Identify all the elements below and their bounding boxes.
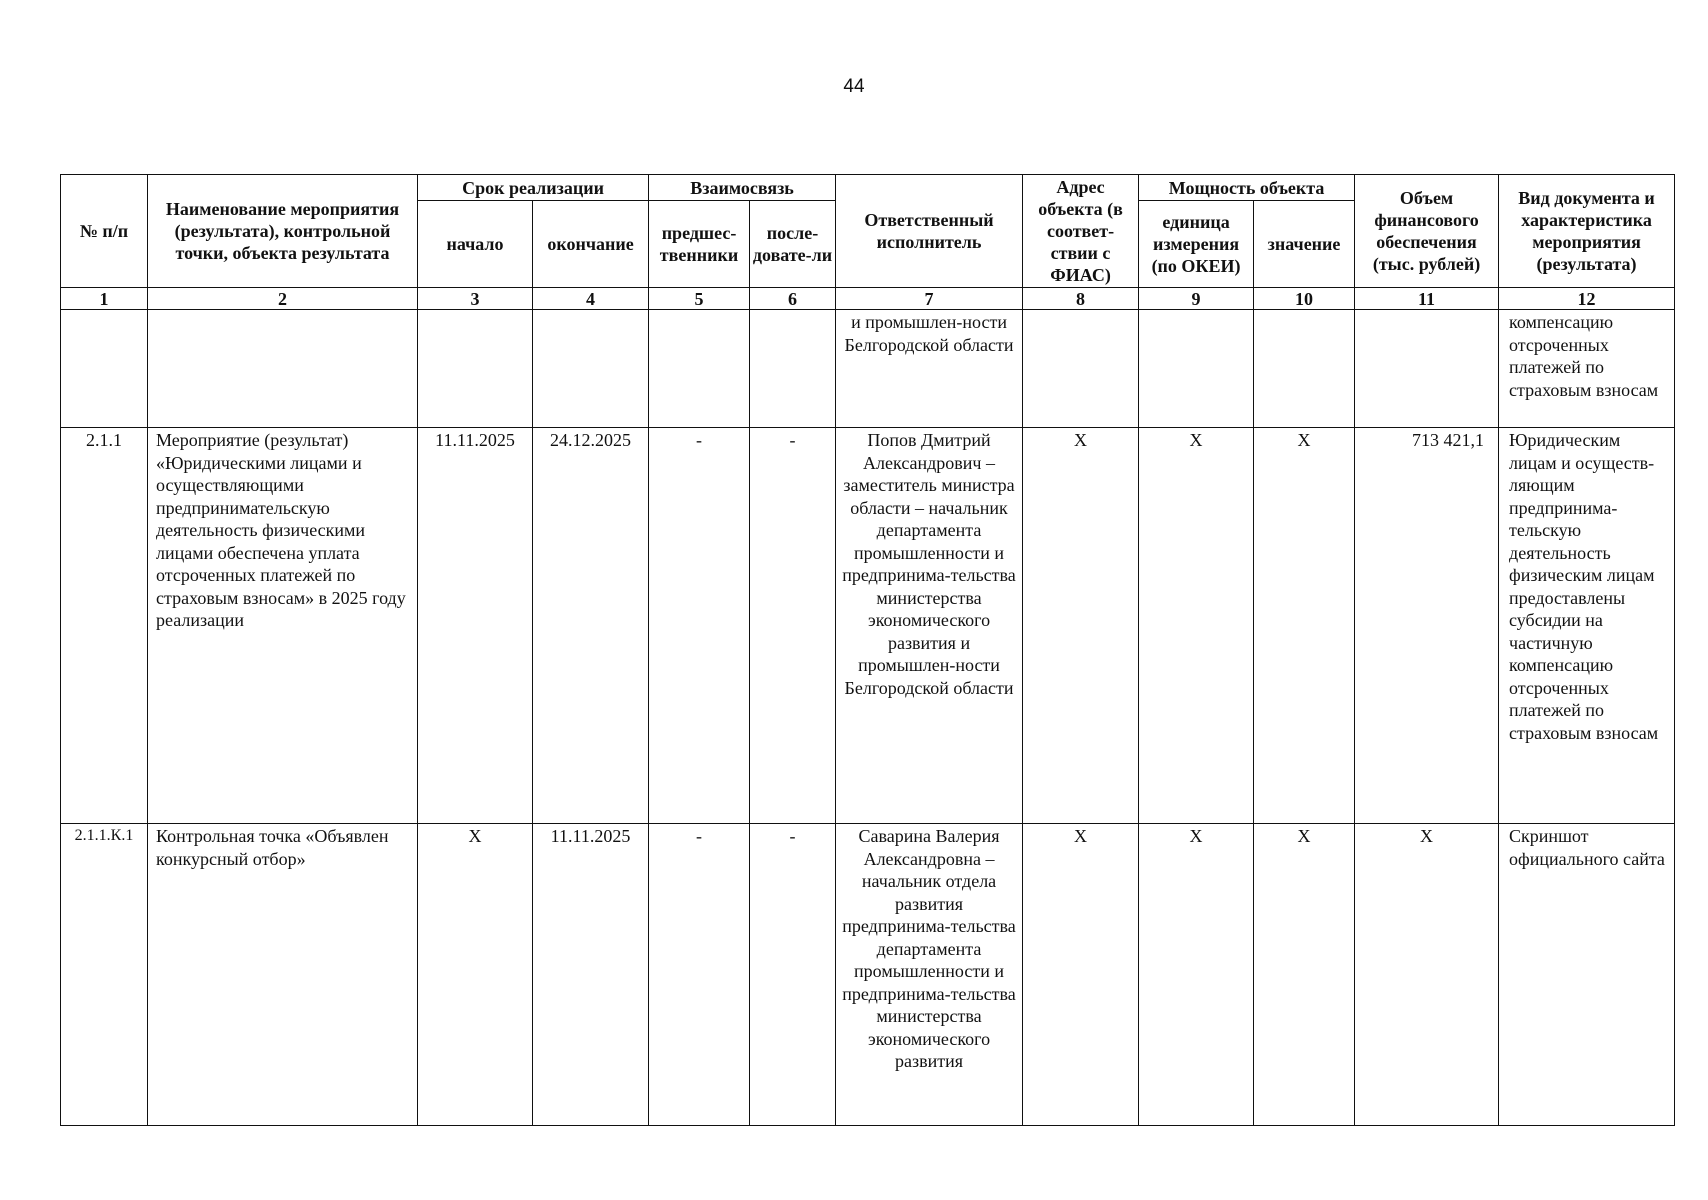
column-number: 1 <box>61 288 148 310</box>
cell-end <box>533 310 649 428</box>
header-cap-unit: единица измерения (по ОКЕИ) <box>1139 201 1254 288</box>
cell-executor: Попов Дмитрий Александрович – заместитель министра области – начальник департамента промышленности и предпринима-тельства министерства экономического развития и промышлен-ности Белгородской области <box>836 428 1023 824</box>
cell-address: X <box>1023 824 1139 1126</box>
header-cap-value: значение <box>1254 201 1355 288</box>
cell-next: - <box>750 824 836 1126</box>
cell-start: 11.11.2025 <box>418 428 533 824</box>
cell-end: 24.12.2025 <box>533 428 649 824</box>
page-number: 44 <box>843 76 865 97</box>
column-number: 8 <box>1023 288 1139 310</box>
cell-finance: 713 421,1 <box>1355 428 1499 824</box>
cell-unit: X <box>1139 428 1254 824</box>
cell-doc: компенсацию отсроченных платежей по страховым взносам <box>1499 310 1675 428</box>
cell-address: X <box>1023 428 1139 824</box>
cell-unit: X <box>1139 824 1254 1126</box>
cell-start: X <box>418 824 533 1126</box>
header-term: Срок реализации <box>418 175 649 201</box>
cell-address <box>1023 310 1139 428</box>
header-doc-type: Вид документа и характеристика мероприятия (результата) <box>1499 175 1675 288</box>
cell-name: Мероприятие (результат) «Юридическими лицами и осуществляющими предпринимательскую деятельность физическими лицами обеспечена уплата отсроченных платежей по страховым взносам» в 2025 году реализации <box>148 428 418 824</box>
header-executor: Ответственный исполнитель <box>836 175 1023 288</box>
cell-end: 11.11.2025 <box>533 824 649 1126</box>
cell-name <box>148 310 418 428</box>
cell-finance <box>1355 310 1499 428</box>
cell-prev <box>649 310 750 428</box>
cell-executor: и промышлен-ности Белгородской области <box>836 310 1023 428</box>
cell-value: X <box>1254 824 1355 1126</box>
header-finance: Объем финансового обеспечения (тыс. рублей) <box>1355 175 1499 288</box>
column-number: 9 <box>1139 288 1254 310</box>
cell-start <box>418 310 533 428</box>
column-number: 11 <box>1355 288 1499 310</box>
cell-finance: X <box>1355 824 1499 1126</box>
header-rel-next: после-довате-ли <box>750 201 836 288</box>
header-term-end: окончание <box>533 201 649 288</box>
table-row <box>61 428 1675 824</box>
cell-next: - <box>750 428 836 824</box>
plan-table <box>60 174 1675 1126</box>
cell-doc: Скриншот официального сайта <box>1499 824 1675 1126</box>
cell-name: Контрольная точка «Объявлен конкурсный отбор» <box>148 824 418 1126</box>
header-address: Адрес объекта (в соответ-ствии с ФИАС) <box>1023 175 1139 288</box>
cell-prev: - <box>649 824 750 1126</box>
cell-doc: Юридическим лицам и осуществ-ляющим предпринима-тельскую деятельность физическим лицам предоставлены субсидии на частичную компенсацию отсроченных платежей по страховым взносам <box>1499 428 1675 824</box>
cell-unit <box>1139 310 1254 428</box>
table-row <box>61 310 1675 428</box>
cell-no: 2.1.1 <box>61 428 148 824</box>
cell-executor: Саварина Валерия Александровна – начальник отдела развития предпринима-тельства департамента промышленности и предпринима-тельства министерства экономического развития <box>836 824 1023 1126</box>
column-number: 10 <box>1254 288 1355 310</box>
cell-no <box>61 310 148 428</box>
cell-value <box>1254 310 1355 428</box>
header-capacity: Мощность объекта <box>1139 175 1355 201</box>
header-relation: Взаимосвязь <box>649 175 836 201</box>
column-number: 2 <box>148 288 418 310</box>
column-number: 5 <box>649 288 750 310</box>
cell-no: 2.1.1.К.1 <box>61 824 148 1126</box>
header-name: Наименование мероприятия (результата), контрольной точки, объекта результата <box>148 175 418 288</box>
column-number: 12 <box>1499 288 1675 310</box>
column-number: 7 <box>836 288 1023 310</box>
cell-prev: - <box>649 428 750 824</box>
column-number: 4 <box>533 288 649 310</box>
table-row <box>61 824 1675 1126</box>
column-number: 3 <box>418 288 533 310</box>
column-number: 6 <box>750 288 836 310</box>
header-term-start: начало <box>418 201 533 288</box>
cell-next <box>750 310 836 428</box>
header-rel-prev: предшес-твенники <box>649 201 750 288</box>
header-no: № п/п <box>61 175 148 288</box>
cell-value: X <box>1254 428 1355 824</box>
